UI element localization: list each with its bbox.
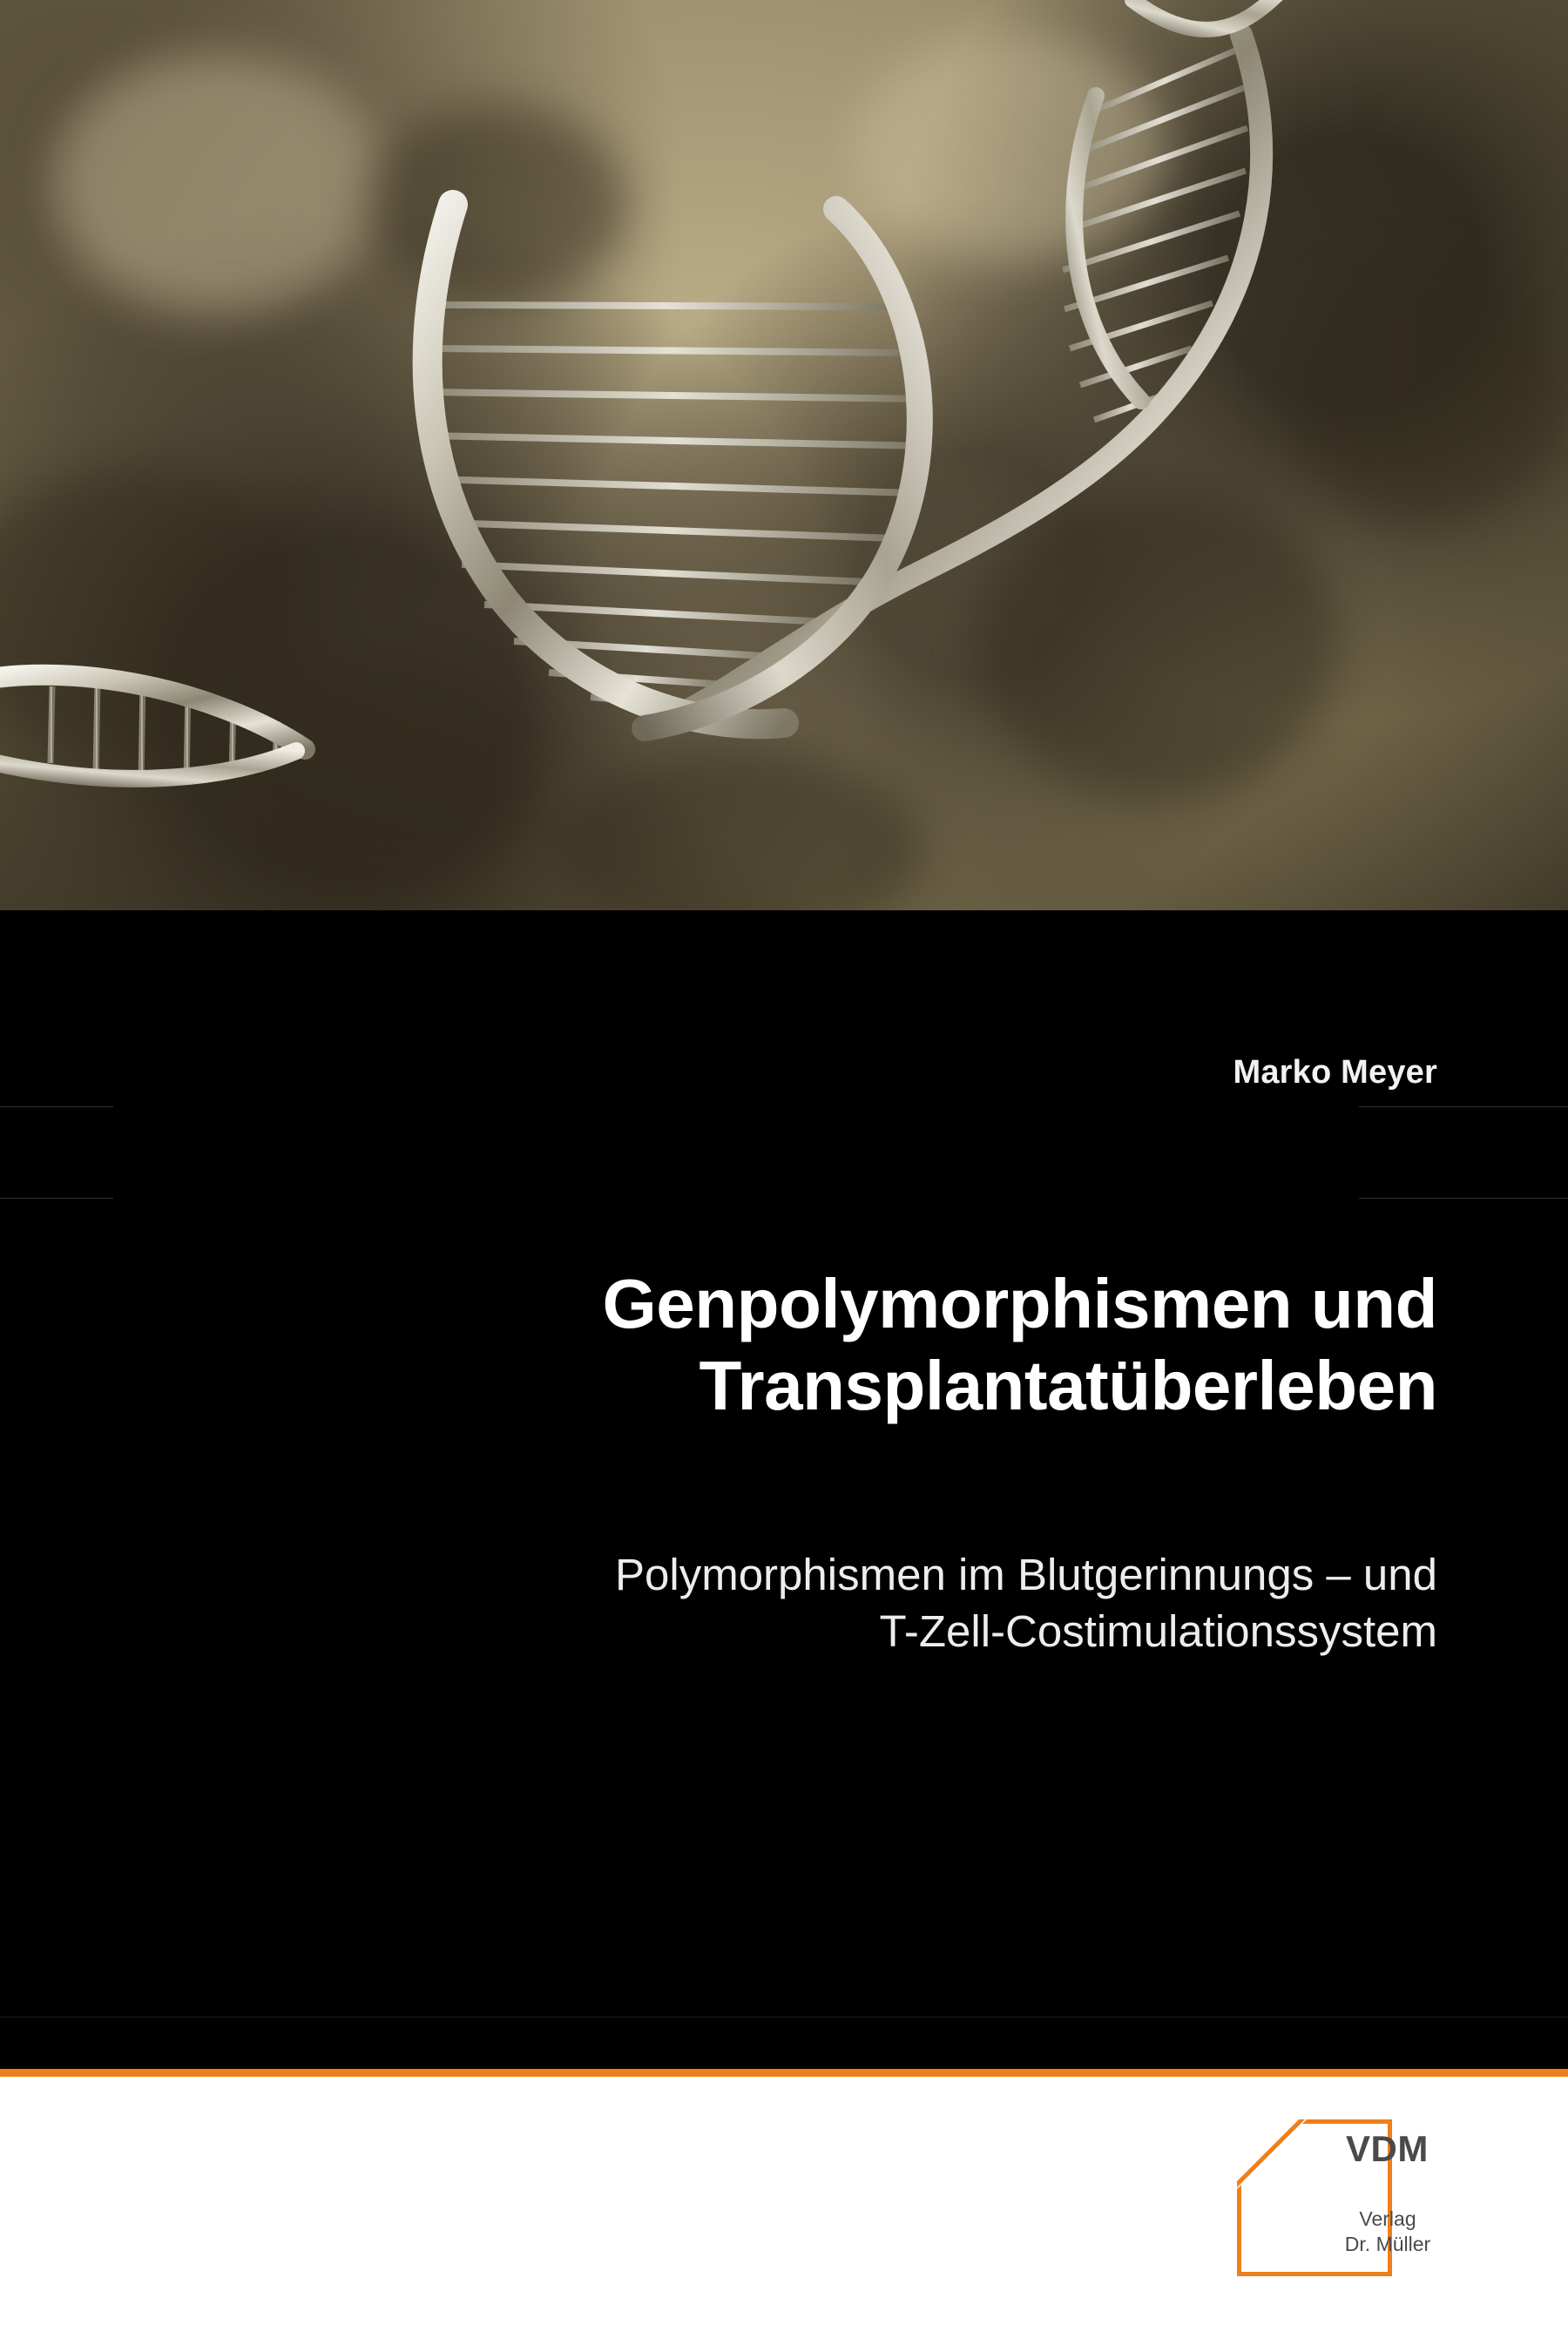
logo-publisher-line-1: Verlag	[1359, 2207, 1416, 2230]
title-line-2: Transplantatüberleben	[699, 1347, 1437, 1425]
author-name: Marko Meyer	[1233, 1054, 1437, 1091]
logo-fold-line-icon	[1237, 2119, 1335, 2218]
logo-publisher-name	[1335, 2207, 1440, 2257]
logo-wordmark: VDM	[1346, 2128, 1429, 2169]
publisher-logo	[1224, 2112, 1446, 2295]
page-subtitle	[192, 1546, 1437, 1660]
subtitle-line-2: T-Zell-Costimulationssystem	[879, 1606, 1437, 1657]
cover-hero-image	[0, 0, 1568, 910]
logo-publisher-line-2: Dr. Müller	[1344, 2232, 1431, 2255]
subtitle-line-1: Polymorphismen im Blutgerinnungs – und	[615, 1550, 1437, 1599]
accent-bar	[0, 2069, 1568, 2077]
dna-helix-icon	[0, 0, 1568, 910]
page-title	[192, 1263, 1437, 1428]
title-line-1: Genpolymorphismen und	[602, 1265, 1437, 1342]
